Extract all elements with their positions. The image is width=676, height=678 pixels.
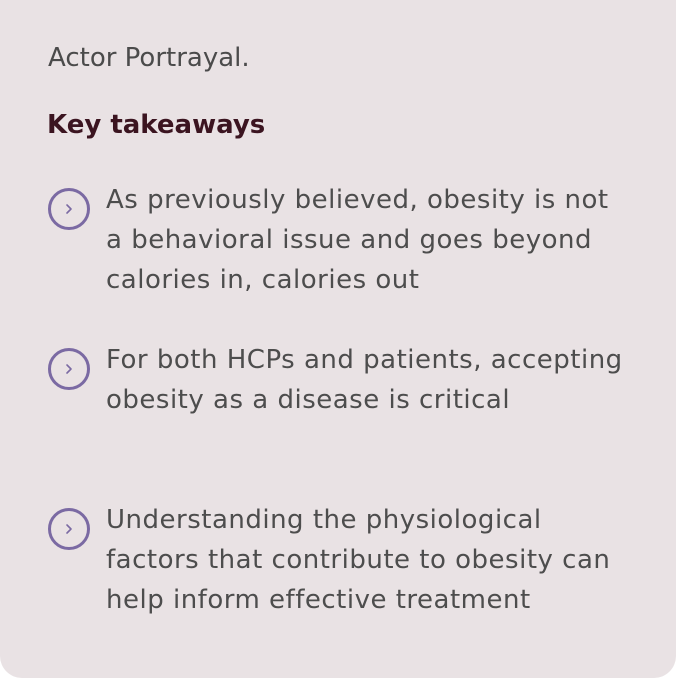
takeaway-text: Understanding the physiological factors that contribute to obesity can help inform effective treatment	[106, 505, 611, 615]
takeaway-item	[47, 340, 647, 500]
chevron-right-circle-icon	[48, 188, 90, 230]
takeaway-text: As previously believed, obesity is not a behavioral issue and goes beyond calories in, calories out	[106, 185, 609, 295]
key-takeaways-heading: Key takeaways	[47, 110, 266, 140]
actor-portrayal-caption: Actor Portrayal.	[48, 43, 250, 73]
takeaway-item	[47, 180, 647, 340]
chevron-right-circle-icon	[48, 508, 90, 550]
takeaway-text: For both HCPs and patients, accepting obesity as a disease is critical	[106, 345, 623, 415]
takeaways-list	[47, 180, 647, 660]
chevron-right-circle-icon	[48, 348, 90, 390]
takeaway-item	[47, 500, 647, 660]
